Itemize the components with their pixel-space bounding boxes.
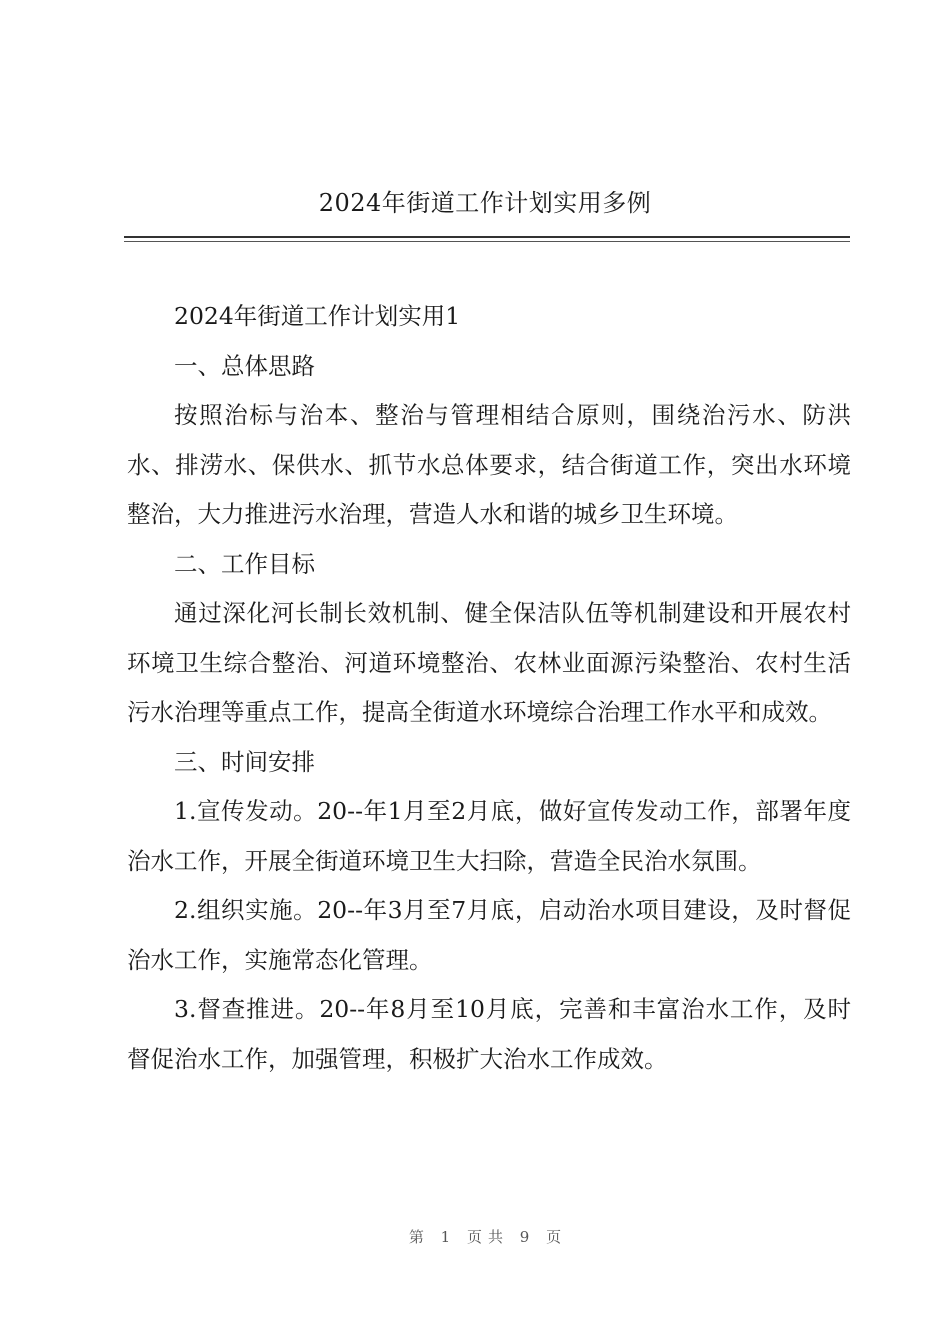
paragraph-schedule-1: 1.宣传发动。20--年1月至2月底，做好宣传发动工作，部署年度治水工作，开展全街道环境卫生大扫除，营造全民治水氛围。 bbox=[127, 797, 851, 875]
paragraph-overall-idea: 按照治标与治本、整治与管理相结合原则，围绕治污水、防洪水、排涝水、保供水、抓节水总体要求，结合街道工作，突出水环境整治，大力推进污水治理，营造人水和谐的城乡卫生环境。 bbox=[127, 401, 851, 528]
title-rule-thick bbox=[124, 236, 850, 238]
document-body bbox=[127, 292, 851, 1084]
paragraph-schedule-3: 3.督查推进。20--年8月至10月底，完善和丰富治水工作，及时督促治水工作，加强管理，积极扩大治水工作成效。 bbox=[127, 995, 851, 1073]
section-heading-plan-1: 2024年街道工作计划实用1 bbox=[174, 302, 461, 330]
paragraph-work-goals: 通过深化河长制长效机制、健全保洁队伍等机制建设和开展农村环境卫生综合整治、河道环境整治、农林业面源污染整治、农村生活污水治理等重点工作，提高全街道水环境综合治理工作水平和成效。 bbox=[127, 599, 851, 726]
paragraph-schedule-2: 2.组织实施。20--年3月至7月底，启动治水项目建设，及时督促治水工作，实施常态化管理。 bbox=[127, 896, 851, 974]
title-rule-thin bbox=[124, 241, 850, 242]
section-heading-overall-idea: 一、总体思路 bbox=[174, 351, 315, 380]
section-heading-schedule: 三、时间安排 bbox=[174, 747, 315, 776]
page-footer: 第 1 页共 9 页 bbox=[408, 1228, 568, 1246]
section-heading-work-goals: 二、工作目标 bbox=[174, 549, 315, 578]
document-title: 2024年街道工作计划实用多例 bbox=[318, 189, 652, 217]
